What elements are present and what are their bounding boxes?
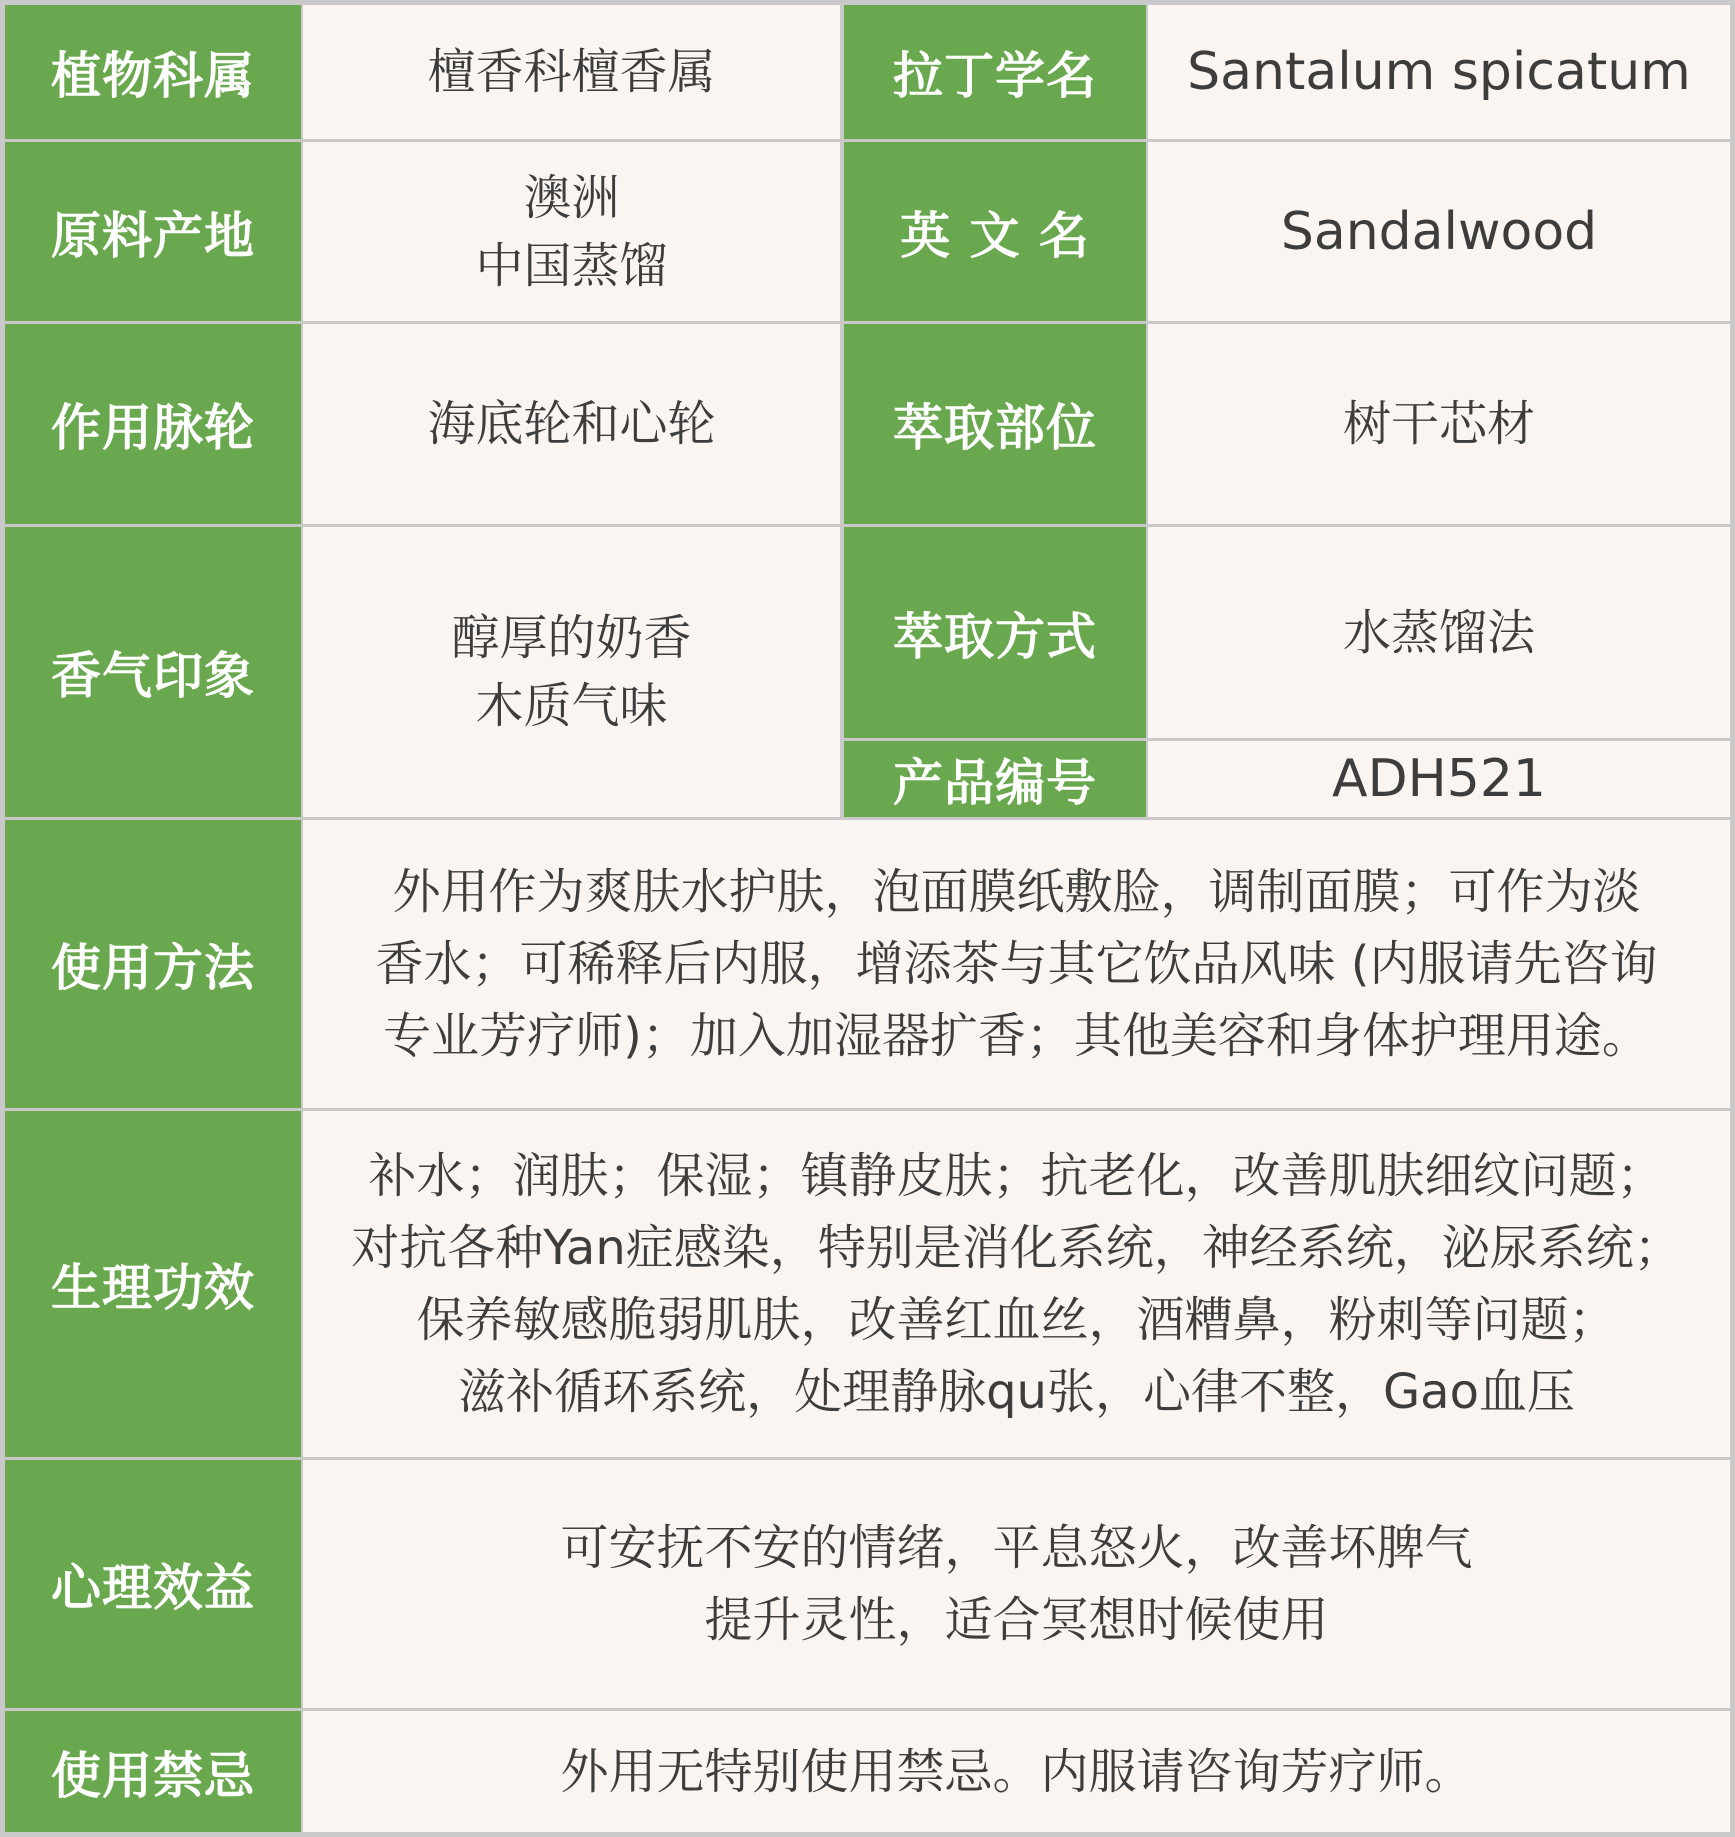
family-label: 植物科属 (5, 5, 301, 139)
usage-value (303, 820, 1730, 1108)
extraction-method-label: 萃取方式 (844, 527, 1146, 738)
aroma-line: 木质气味 (475, 678, 668, 734)
usage-label: 使用方法 (5, 820, 301, 1108)
english-name-label: 英 文 名 (844, 142, 1146, 321)
latin-name-value: Santalum spicatum (1148, 5, 1730, 139)
origin-line: 澳洲 (523, 169, 620, 226)
extraction-part-label: 萃取部位 (844, 324, 1146, 524)
product-code-label: 产品编号 (844, 741, 1146, 817)
extraction-method-value: 水蒸馏法 (1148, 527, 1730, 738)
physiological-label: 生理功效 (5, 1111, 301, 1457)
chakra-value: 海底轮和心轮 (303, 324, 840, 524)
product-code-value: ADH521 (1148, 741, 1730, 817)
physiological-line: 保养敏感脆弱肌肤，改善红血丝，酒糟鼻，粉刺等问题； (416, 1292, 1617, 1348)
origin-label: 原料产地 (5, 142, 301, 321)
contraindications-label: 使用禁忌 (5, 1711, 301, 1832)
extraction-part-value: 树干芯材 (1148, 324, 1730, 524)
physiological-line: 补水；润肤；保湿；镇静皮肤；抗老化，改善肌肤细纹问题； (368, 1148, 1665, 1204)
contraindications-value: 外用无特别使用禁忌。内服请咨询芳疗师。 (303, 1711, 1730, 1832)
aroma-line: 醇厚的奶香 (451, 610, 692, 666)
chakra-label: 作用脉轮 (5, 324, 301, 524)
origin-value (303, 142, 840, 321)
english-name-value: Sandalwood (1148, 142, 1730, 321)
psychological-line: 可安抚不安的情绪，平息怒火，改善坏脾气 (560, 1520, 1473, 1576)
physiological-line: 对抗各种Yan症感染，特别是消化系统，神经系统，泌尿系统； (351, 1220, 1682, 1276)
physiological-value (303, 1111, 1730, 1457)
psychological-line: 提升灵性，适合冥想时候使用 (704, 1592, 1329, 1648)
usage-line: 香水；可稀释后内服，增添茶与其它饮品风味 (内服请先咨询 (375, 936, 1658, 992)
psychological-value (303, 1460, 1730, 1708)
origin-line: 中国蒸馏 (475, 237, 668, 294)
psychological-label: 心理效益 (5, 1460, 301, 1708)
aroma-label: 香气印象 (5, 527, 301, 817)
usage-line: 外用作为爽肤水护肤，泡面膜纸敷脸，调制面膜；可作为淡 (392, 864, 1641, 920)
usage-line: 专业芳疗师)；加入加湿器扩香；其他美容和身体护理用途。 (383, 1008, 1650, 1064)
physiological-line: 滋补循环系统，处理静脉qu张，心律不整，Gao血压 (458, 1364, 1575, 1420)
aroma-value (303, 527, 840, 817)
family-value: 檀香科檀香属 (303, 5, 840, 139)
latin-name-label: 拉丁学名 (844, 5, 1146, 139)
